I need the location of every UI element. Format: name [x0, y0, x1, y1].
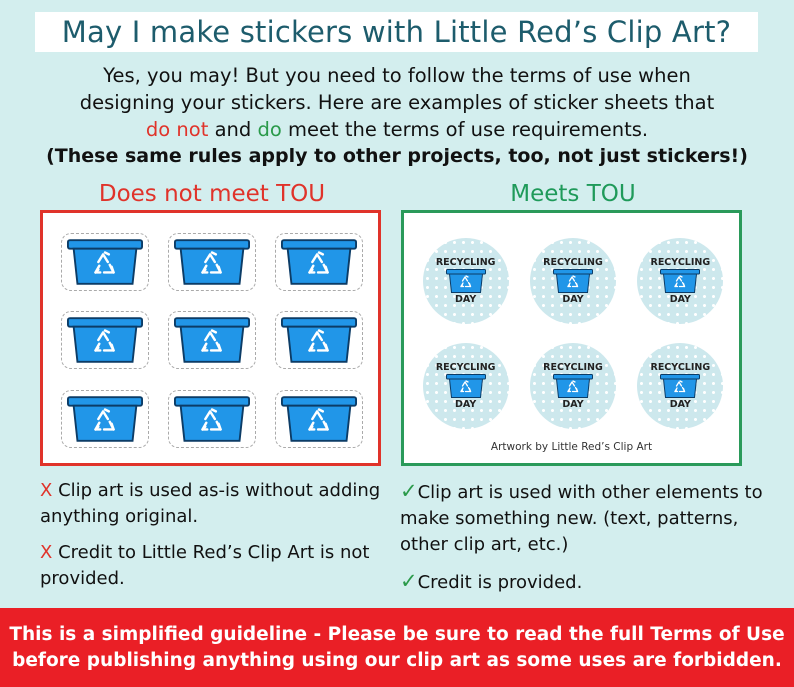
recycling-bin-icon	[553, 373, 593, 399]
sticker-bottom-label: DAY	[455, 398, 477, 410]
cut-line	[275, 311, 363, 369]
banner-line-1: This is a simplified guideline - Please be sure to read the full Terms of Use	[9, 623, 785, 645]
designed-sticker	[519, 228, 626, 333]
recycling-bin-icon	[446, 268, 486, 294]
intro-line-2: designing your stickers. Here are examples of sticker sheets that	[79, 91, 715, 114]
dotted-circle	[530, 343, 616, 429]
recycling-bin-icon	[446, 373, 486, 399]
sticker-bottom-label: DAY	[562, 293, 584, 305]
recycling-bin-icon	[67, 316, 143, 364]
check-mark-icon: ✓	[400, 479, 418, 503]
cut-line	[275, 390, 363, 448]
warning-banner	[0, 608, 794, 687]
bad-bullet-text: Credit to Little Red’s Clip Art is not provided.	[40, 542, 370, 589]
designed-sticker	[627, 228, 734, 333]
recycling-bin-icon	[67, 395, 143, 443]
sticker-top-label: RECYCLING	[543, 361, 603, 373]
cut-line	[61, 390, 149, 448]
dotted-circle	[423, 343, 509, 429]
sticker-bottom-label: DAY	[669, 398, 691, 410]
sticker-bottom-label: DAY	[562, 398, 584, 410]
dotted-circle	[530, 238, 616, 324]
page-title: May I make stickers with Little Red’s Clip Art?	[61, 15, 732, 49]
good-bullet-list	[400, 478, 780, 606]
do-not-label: do not	[145, 118, 209, 141]
banner-line-2: before publishing anything using our clip art as some uses are forbidden.	[12, 649, 782, 671]
designed-sticker	[627, 333, 734, 438]
plain-sticker	[158, 380, 265, 458]
sticker-top-label: RECYCLING	[543, 256, 603, 268]
sticker-top-label: RECYCLING	[435, 361, 496, 373]
check-mark-icon: ✓	[400, 569, 418, 593]
recycling-bin-icon	[281, 395, 357, 443]
plain-sticker	[266, 380, 373, 458]
x-mark-icon: X	[40, 542, 53, 563]
good-example-panel	[401, 210, 742, 466]
bad-heading: Does not meet TOU	[98, 181, 326, 207]
sticker-bottom-label: DAY	[669, 293, 691, 305]
cut-line	[168, 390, 256, 448]
good-bullet-text: Credit is provided.	[417, 572, 583, 593]
plain-sticker	[158, 223, 265, 301]
cut-line	[61, 233, 149, 291]
bad-example-panel	[40, 210, 381, 466]
recycling-bin-icon	[660, 373, 700, 399]
sticker-top-label: RECYCLING	[650, 256, 711, 268]
recycling-bin-icon	[281, 238, 357, 286]
do-label: do	[257, 118, 282, 141]
bad-bullet	[40, 478, 385, 530]
sticker-top-label: RECYCLING	[435, 256, 496, 268]
intro-line-3	[0, 116, 794, 143]
bad-bullet-list	[40, 478, 385, 602]
sticker-top-label: RECYCLING	[650, 361, 711, 373]
and-text: and	[208, 118, 258, 141]
recycling-bin-icon	[174, 395, 250, 443]
recycling-bin-icon	[67, 238, 143, 286]
cut-line	[275, 233, 363, 291]
bad-bullet	[40, 540, 385, 592]
intro-line-3-rest: meet the terms of use requirements.	[281, 118, 649, 141]
recycling-bin-icon	[174, 238, 250, 286]
cut-line	[168, 311, 256, 369]
dotted-circle	[637, 238, 723, 324]
plain-sticker	[51, 301, 158, 379]
recycling-bin-icon	[660, 268, 700, 294]
designed-sticker	[412, 228, 519, 333]
plain-sticker	[266, 301, 373, 379]
good-heading: Meets TOU	[510, 181, 636, 207]
recycling-bin-icon	[553, 268, 593, 294]
title-banner	[35, 12, 758, 52]
good-bullet	[400, 478, 780, 558]
cut-line	[61, 311, 149, 369]
recycling-bin-icon	[281, 316, 357, 364]
intro-text	[0, 62, 794, 170]
good-bullet-text: Clip art is used with other elements to make something new. (text, patterns, other clip art, etc.)	[400, 482, 763, 555]
dotted-circle	[637, 343, 723, 429]
designed-sticker	[412, 333, 519, 438]
recycling-bin-icon	[174, 316, 250, 364]
intro-line-1: Yes, you may! But you need to follow the terms of use when	[103, 64, 691, 87]
designed-sticker	[519, 333, 626, 438]
plain-sticker	[51, 223, 158, 301]
good-bullet	[400, 568, 780, 596]
plain-sticker	[158, 301, 265, 379]
plain-sticker	[266, 223, 373, 301]
x-mark-icon: X	[40, 480, 53, 501]
plain-sticker	[51, 380, 158, 458]
bad-bullet-text: Clip art is used as-is without adding anything original.	[40, 480, 381, 527]
intro-note: (These same rules apply to other projects, too, not just stickers!)	[46, 145, 748, 167]
artwork-credit: Artwork by Little Red’s Clip Art	[490, 441, 653, 453]
dotted-circle	[423, 238, 509, 324]
sticker-bottom-label: DAY	[455, 293, 477, 305]
cut-line	[168, 233, 256, 291]
